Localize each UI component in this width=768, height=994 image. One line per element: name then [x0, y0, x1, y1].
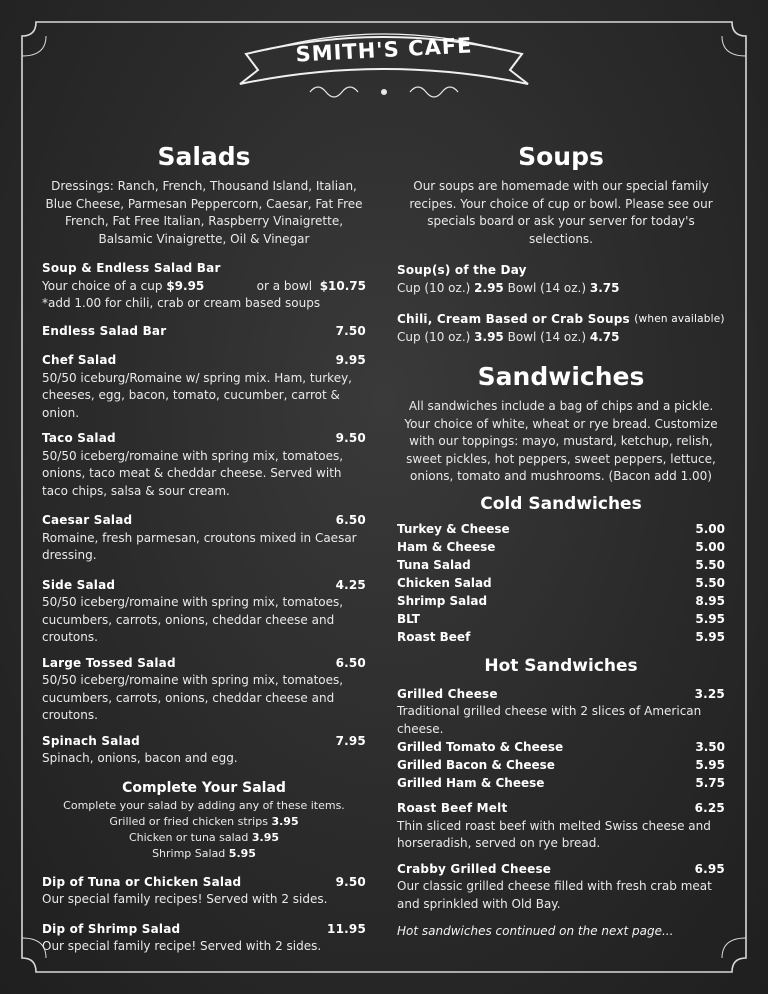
item-desc: 50/50 iceberg/romaine with spring mix, tomatoes, cucumbers, carrots, onions, cheddar cheese and croutons. — [42, 673, 344, 722]
cold-sandwich-row — [397, 592, 725, 610]
salad-item — [42, 323, 366, 341]
bowl-price: $10.75 — [319, 278, 366, 293]
item-desc: Thin sliced roast beef with melted Swiss cheese and horseradish, served on rye bread. — [397, 818, 711, 850]
item-price: 5.95 — [695, 611, 725, 626]
cup-label: Cup (10 oz.) — [397, 329, 471, 344]
cup-label: Cup (10 oz.) — [397, 280, 471, 295]
cold-sandwich-row — [397, 610, 725, 628]
cold-sandwich-row — [397, 574, 725, 592]
item-price: 5.75 — [695, 776, 725, 790]
item-desc: Romaine, fresh parmesan, croutons mixed in Caesar dressing. — [42, 530, 357, 562]
item-price: 9.50 — [335, 431, 366, 445]
complete-intro: Complete your salad by adding any of these items. — [63, 798, 345, 812]
item-name: Caesar Salad — [42, 513, 133, 527]
item-desc: 50/50 iceberg/romaine with spring mix, tomatoes, cucumbers, carrots, onions, cheddar cheese and croutons. — [42, 595, 344, 644]
addon-name: Chicken or tuna salad — [128, 830, 249, 844]
item-desc: 50/50 iceberg/romaine with spring mix, tomatoes, onions, taco meat & cheddar cheese. Served with taco chips, salsa & sour cream. — [42, 448, 344, 498]
addon-name: Grilled or fried chicken strips — [109, 814, 268, 828]
bowl-label: Bowl (14 oz.) — [507, 329, 587, 344]
cup-price: 3.95 — [474, 329, 504, 344]
item-price: 6.95 — [694, 861, 725, 876]
addon-price: 3.95 — [271, 814, 299, 828]
cold-sandwiches-heading: Cold Sandwiches — [480, 493, 642, 514]
item-name: Spinach Salad — [42, 733, 140, 748]
item-desc: Our classic grilled cheese filled with fresh crab meat and sprinkled with Old Bay. — [397, 879, 712, 911]
item-price: 7.50 — [335, 323, 366, 338]
cup-choice-text: Your choice of a cup — [42, 278, 163, 293]
cold-sandwich-row — [397, 556, 725, 574]
item-name: Dip of Shrimp Salad — [42, 921, 181, 936]
hot-sandwich-row — [397, 756, 725, 774]
item-price: 5.95 — [695, 629, 725, 644]
item-price: 5.00 — [695, 539, 725, 554]
item-price: 8.95 — [695, 593, 725, 608]
item-name: Endless Salad Bar — [42, 323, 167, 338]
cold-sandwich-row — [397, 538, 725, 556]
item-price: 6.50 — [335, 513, 366, 527]
cup-price: $9.95 — [166, 278, 205, 293]
soups-intro: Our soups are homemade with our special family recipes. Your choice of cup or bowl. Please see our specials board or ask your server for today's selections. — [409, 179, 713, 246]
item-price: 5.95 — [695, 758, 725, 772]
sandwiches-intro: All sandwiches include a bag of chips and a pickle. Your choice of white, wheat or rye bread. Customize with our toppings: mayo, mustard, ketchup, relish, sweet pickles, hot peppers, sweet peppers, lettuce, onions, tomato and mushrooms. (Bacon add 1.00) — [404, 399, 718, 483]
item-name: Dip of Tuna or Chicken Salad — [42, 874, 242, 889]
item-desc: Our special family recipe! Served with 2 sides. — [42, 939, 322, 953]
item-price: 5.50 — [695, 575, 725, 590]
cold-sandwich-row — [397, 520, 725, 538]
item-name: BLT — [397, 611, 420, 626]
item-price: 3.25 — [694, 686, 725, 701]
cup-price: 2.95 — [474, 280, 504, 295]
item-price: 9.50 — [335, 874, 366, 889]
item-name: Shrimp Salad — [397, 593, 488, 608]
salad-item — [42, 512, 366, 565]
item-name: Ham & Cheese — [397, 539, 496, 554]
item-name: Roast Beef — [397, 629, 471, 644]
item-name: Side Salad — [42, 577, 116, 592]
hot-sandwich-item — [397, 800, 725, 853]
soups-heading: Soups — [518, 142, 604, 171]
item-name: Chili, Cream Based or Crab Soups — [397, 312, 630, 326]
complete-salad-block — [42, 798, 366, 862]
item-name: Soup(s) of the Day — [397, 263, 527, 277]
bowl-price: 3.75 — [589, 280, 620, 295]
item-desc: 50/50 iceburg/Romaine w/ spring mix. Ham, turkey, cheeses, egg, bacon, tomato, cucumber, carrot & onion. — [42, 370, 352, 420]
hot-sandwiches-heading: Hot Sandwiches — [484, 655, 638, 676]
item-desc: Traditional grilled cheese with 2 slices of American cheese. — [397, 704, 702, 736]
hot-sandwich-item — [397, 686, 725, 739]
item-name: Roast Beef Melt — [397, 801, 508, 815]
item-name: Grilled Cheese — [397, 686, 498, 701]
soup-note: *add 1.00 for chili, crab or cream based soups — [42, 296, 321, 310]
sandwiches-heading: Sandwiches — [477, 362, 645, 391]
item-price: 5.50 — [695, 557, 725, 572]
item-desc: Our special family recipes! Served with 2 sides. — [42, 892, 328, 906]
complete-salad-heading: Complete Your Salad — [122, 779, 286, 796]
bowl-choice-text: or a bowl — [256, 278, 313, 293]
item-name: Chef Salad — [42, 353, 117, 367]
item-name: Grilled Tomato & Cheese — [397, 740, 564, 754]
item-note: (when available) — [634, 313, 725, 325]
item-name: Large Tossed Salad — [42, 655, 176, 670]
item-price: 9.95 — [335, 353, 366, 367]
dip-item — [42, 921, 366, 956]
salads-heading: Salads — [157, 142, 251, 171]
salad-item — [42, 577, 366, 647]
item-price: 5.00 — [695, 521, 725, 536]
addon-name: Shrimp Salad — [152, 846, 226, 860]
bowl-label: Bowl (14 oz.) — [507, 280, 587, 295]
item-price: 6.50 — [335, 655, 366, 670]
soups-sandwiches-column — [397, 140, 725, 941]
continued-note: Hot sandwiches continued on the next page... — [397, 924, 674, 938]
item-price: 7.95 — [335, 733, 366, 748]
addon-price: 3.95 — [251, 830, 280, 844]
item-desc: Spinach, onions, bacon and egg. — [42, 751, 238, 765]
item-price: 4.25 — [335, 577, 366, 592]
hot-sandwich-row — [397, 774, 725, 792]
item-name: Chicken Salad — [397, 575, 492, 590]
item-name: Soup & Endless Salad Bar — [42, 261, 221, 275]
dip-item — [42, 874, 366, 909]
item-price: 3.50 — [695, 740, 725, 754]
salads-column — [42, 140, 366, 956]
soup-item — [397, 262, 725, 297]
cafe-title: SMITH'S CAFE — [295, 33, 473, 67]
item-name: Grilled Ham & Cheese — [397, 776, 545, 790]
item-name: Turkey & Cheese — [397, 521, 510, 536]
salad-item — [42, 352, 366, 422]
dressings-text: Dressings: Ranch, French, Thousand Island, Italian, Blue Cheese, Parmesan Peppercorn, Caesar, Fat Free French, Fat Free Italian, Raspberry Vinaigrette, Balsamic Vinaigrette, Oil & Vinegar — [45, 179, 363, 246]
soup-salad-bar-item — [42, 260, 366, 313]
salad-item — [42, 733, 366, 768]
hot-sandwich-item — [397, 861, 725, 914]
item-price: 11.95 — [327, 921, 366, 936]
hot-sandwich-row — [397, 738, 725, 756]
item-name: Taco Salad — [42, 431, 116, 445]
cold-sandwich-list — [397, 520, 725, 646]
item-name: Tuna Salad — [397, 557, 471, 572]
item-name: Crabby Grilled Cheese — [397, 861, 552, 876]
salad-item — [42, 655, 366, 725]
bowl-price: 4.75 — [589, 329, 620, 344]
item-price: 6.25 — [694, 801, 725, 815]
salad-item — [42, 430, 366, 500]
cold-sandwich-row — [397, 628, 725, 646]
soup-item — [397, 311, 725, 346]
addon-price: 5.95 — [228, 846, 256, 860]
item-name: Grilled Bacon & Cheese — [397, 758, 555, 772]
